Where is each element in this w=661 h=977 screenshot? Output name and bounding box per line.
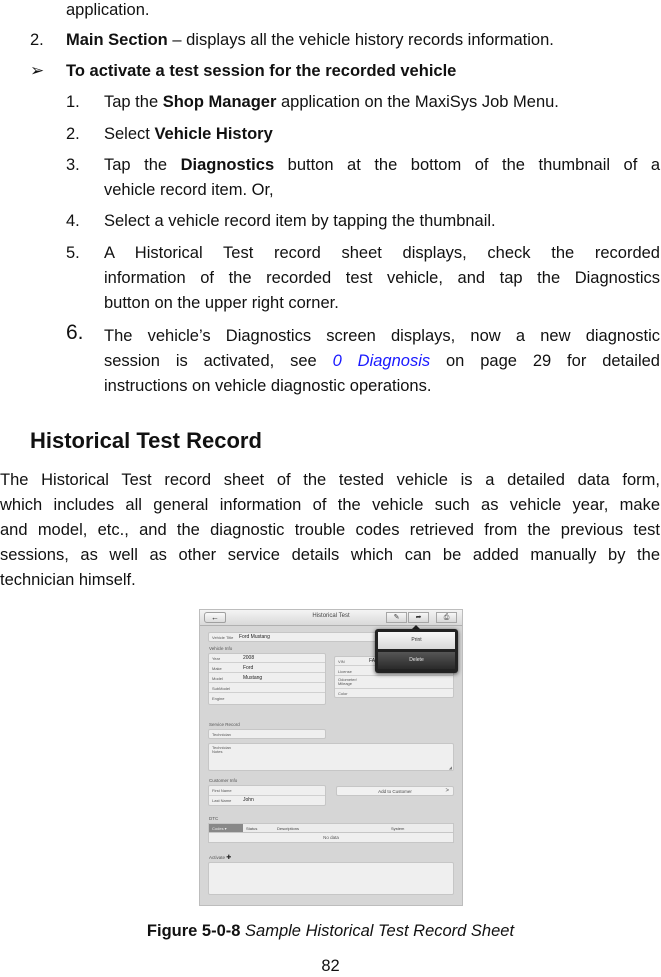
field-value: Ford — [243, 665, 254, 671]
field-value: FA — [369, 658, 376, 664]
field-value: 2008 — [243, 655, 255, 661]
dtc-descriptions-column[interactable]: Descriptions — [277, 826, 300, 831]
step-text: Tap the — [104, 93, 163, 111]
section-label: Activate — [209, 855, 226, 860]
field-label: License — [338, 669, 352, 674]
customer-info-box — [208, 785, 326, 806]
dtc-codes-column[interactable]: Codes ▾ — [209, 824, 243, 832]
page-number: 82 — [321, 957, 340, 975]
step-5-line3: button on the upper right corner. — [104, 294, 339, 312]
step-5-line2: information of the recorded test vehicle, and tap the Diagnostics — [104, 269, 660, 287]
field-label: SubModel — [212, 686, 231, 691]
figure-title: Sample Historical Test Record Sheet — [240, 922, 515, 940]
share-icon: ➦ — [408, 612, 429, 623]
section-title: Historical Test Record — [30, 428, 262, 453]
step-3-line2: vehicle record item. Or, — [104, 181, 274, 199]
back-arrow-icon: ← — [204, 612, 226, 623]
activate-label — [209, 854, 231, 861]
list-item-main-section — [66, 30, 554, 50]
add-to-customer-button[interactable] — [336, 786, 454, 796]
customer-info-label: Customer Info — [209, 778, 238, 783]
step-number: 4. — [66, 212, 80, 230]
step-2 — [104, 124, 273, 144]
figure-number: Figure 5-0-8 — [146, 922, 241, 940]
bold-term: Vehicle History — [154, 125, 273, 143]
bold-term: Diagnostics — [180, 156, 275, 174]
screenshot-toolbar — [200, 610, 462, 626]
step-5-line1: A Historical Test record sheet displays, check the recorded — [104, 244, 660, 262]
delete-button[interactable]: Delete — [378, 652, 455, 669]
field-value: Mustang — [243, 675, 263, 681]
dtc-table-header — [208, 823, 454, 833]
step-text: button at the bottom of the thumbnail of a — [274, 156, 661, 174]
step-6-line2 — [104, 351, 660, 371]
dtc-status-column[interactable]: Status — [246, 826, 258, 831]
paragraph-line: The Historical Test record sheet of the tested vehicle is a detailed data form, — [0, 471, 660, 489]
step-text: session is activated, see — [104, 352, 333, 370]
step-number: 1. — [66, 93, 80, 111]
field-label: Engine — [212, 696, 225, 701]
paragraph-line: technician himself. — [0, 571, 136, 589]
step-6-line1: The vehicle’s Diagnostics screen displays, now a new diagnostic — [104, 327, 660, 345]
field-label: Year — [212, 656, 221, 661]
historical-test-screenshot — [199, 609, 463, 906]
list-number: 2. — [30, 31, 44, 49]
field-label: VIN — [338, 659, 345, 664]
step-number: 3. — [66, 156, 80, 174]
item-text: – displays all the vehicle history records information. — [167, 31, 554, 49]
field-label: Last Name — [212, 798, 232, 803]
technician-notes-field[interactable] — [208, 743, 454, 771]
vehicle-info-label: Vehicle Info — [209, 646, 233, 651]
edit-icon: ✎ — [386, 612, 407, 623]
activate-box — [208, 862, 454, 895]
paragraph-line: and model, etc., and the diagnostic trouble codes retrieved from the previous test — [0, 521, 660, 539]
dtc-system-column[interactable]: System — [391, 826, 405, 831]
field-label: Vehicle Title — [212, 635, 234, 640]
dtc-label: DTC — [209, 816, 219, 821]
step-number: 2. — [66, 125, 80, 143]
step-1 — [104, 92, 559, 112]
continuation-text: application. — [66, 1, 150, 19]
step-4: Select a vehicle record item by tapping the thumbnail. — [104, 212, 496, 230]
dtc-empty-row: No data — [208, 833, 454, 843]
procedure-heading: To activate a test session for the recorded vehicle — [66, 62, 457, 80]
chevron-right-icon: > — [445, 788, 449, 794]
step-text: on page 29 for detailed — [430, 352, 660, 370]
diagnosis-link[interactable]: 0 Diagnosis — [332, 352, 431, 370]
column-label: Codes — [212, 826, 224, 831]
screenshot-title: Historical Test — [312, 613, 350, 619]
bold-term: Main Section — [66, 31, 168, 49]
field-value: John — [243, 797, 254, 803]
step-number: 6. — [66, 321, 84, 344]
print-icon: ⎙ — [436, 612, 457, 623]
field-label: Technician — [212, 732, 231, 737]
step-3-line1 — [104, 155, 660, 175]
step-text: Tap the — [104, 156, 181, 174]
field-label: Model — [212, 676, 223, 681]
step-number: 5. — [66, 244, 80, 262]
bold-term: Shop Manager — [162, 93, 277, 111]
step-text: Select — [104, 125, 155, 143]
button-label: Add to Customer — [378, 789, 412, 794]
resize-handle-icon[interactable]: ◢ — [448, 765, 452, 770]
print-button[interactable]: Print — [378, 632, 455, 649]
add-circle-icon[interactable]: ✚ — [226, 855, 232, 861]
paragraph-line: sessions, as well as other service details which can be added manually by the — [0, 546, 660, 564]
bullet-arrow-icon: ➢ — [30, 61, 45, 80]
technician-field[interactable] — [208, 729, 326, 739]
vehicle-info-left — [208, 653, 326, 705]
service-record-label: Service Record — [209, 722, 240, 727]
field-label: Color — [338, 691, 348, 696]
share-popup-menu — [375, 629, 458, 673]
field-label: Odometer/ Mileage — [338, 677, 357, 686]
figure-caption — [0, 921, 661, 941]
field-label: Make — [212, 666, 222, 671]
step-6-line3: instructions on vehicle diagnostic operations. — [104, 377, 432, 395]
step-text: application on the MaxiSys Job Menu. — [276, 93, 559, 111]
field-label: First Name — [212, 788, 232, 793]
field-value: Ford Mustang — [239, 634, 270, 640]
paragraph-line: which includes all general information of the vehicle such as vehicle year, make — [0, 496, 660, 514]
field-label: Technician Notes — [212, 745, 231, 754]
